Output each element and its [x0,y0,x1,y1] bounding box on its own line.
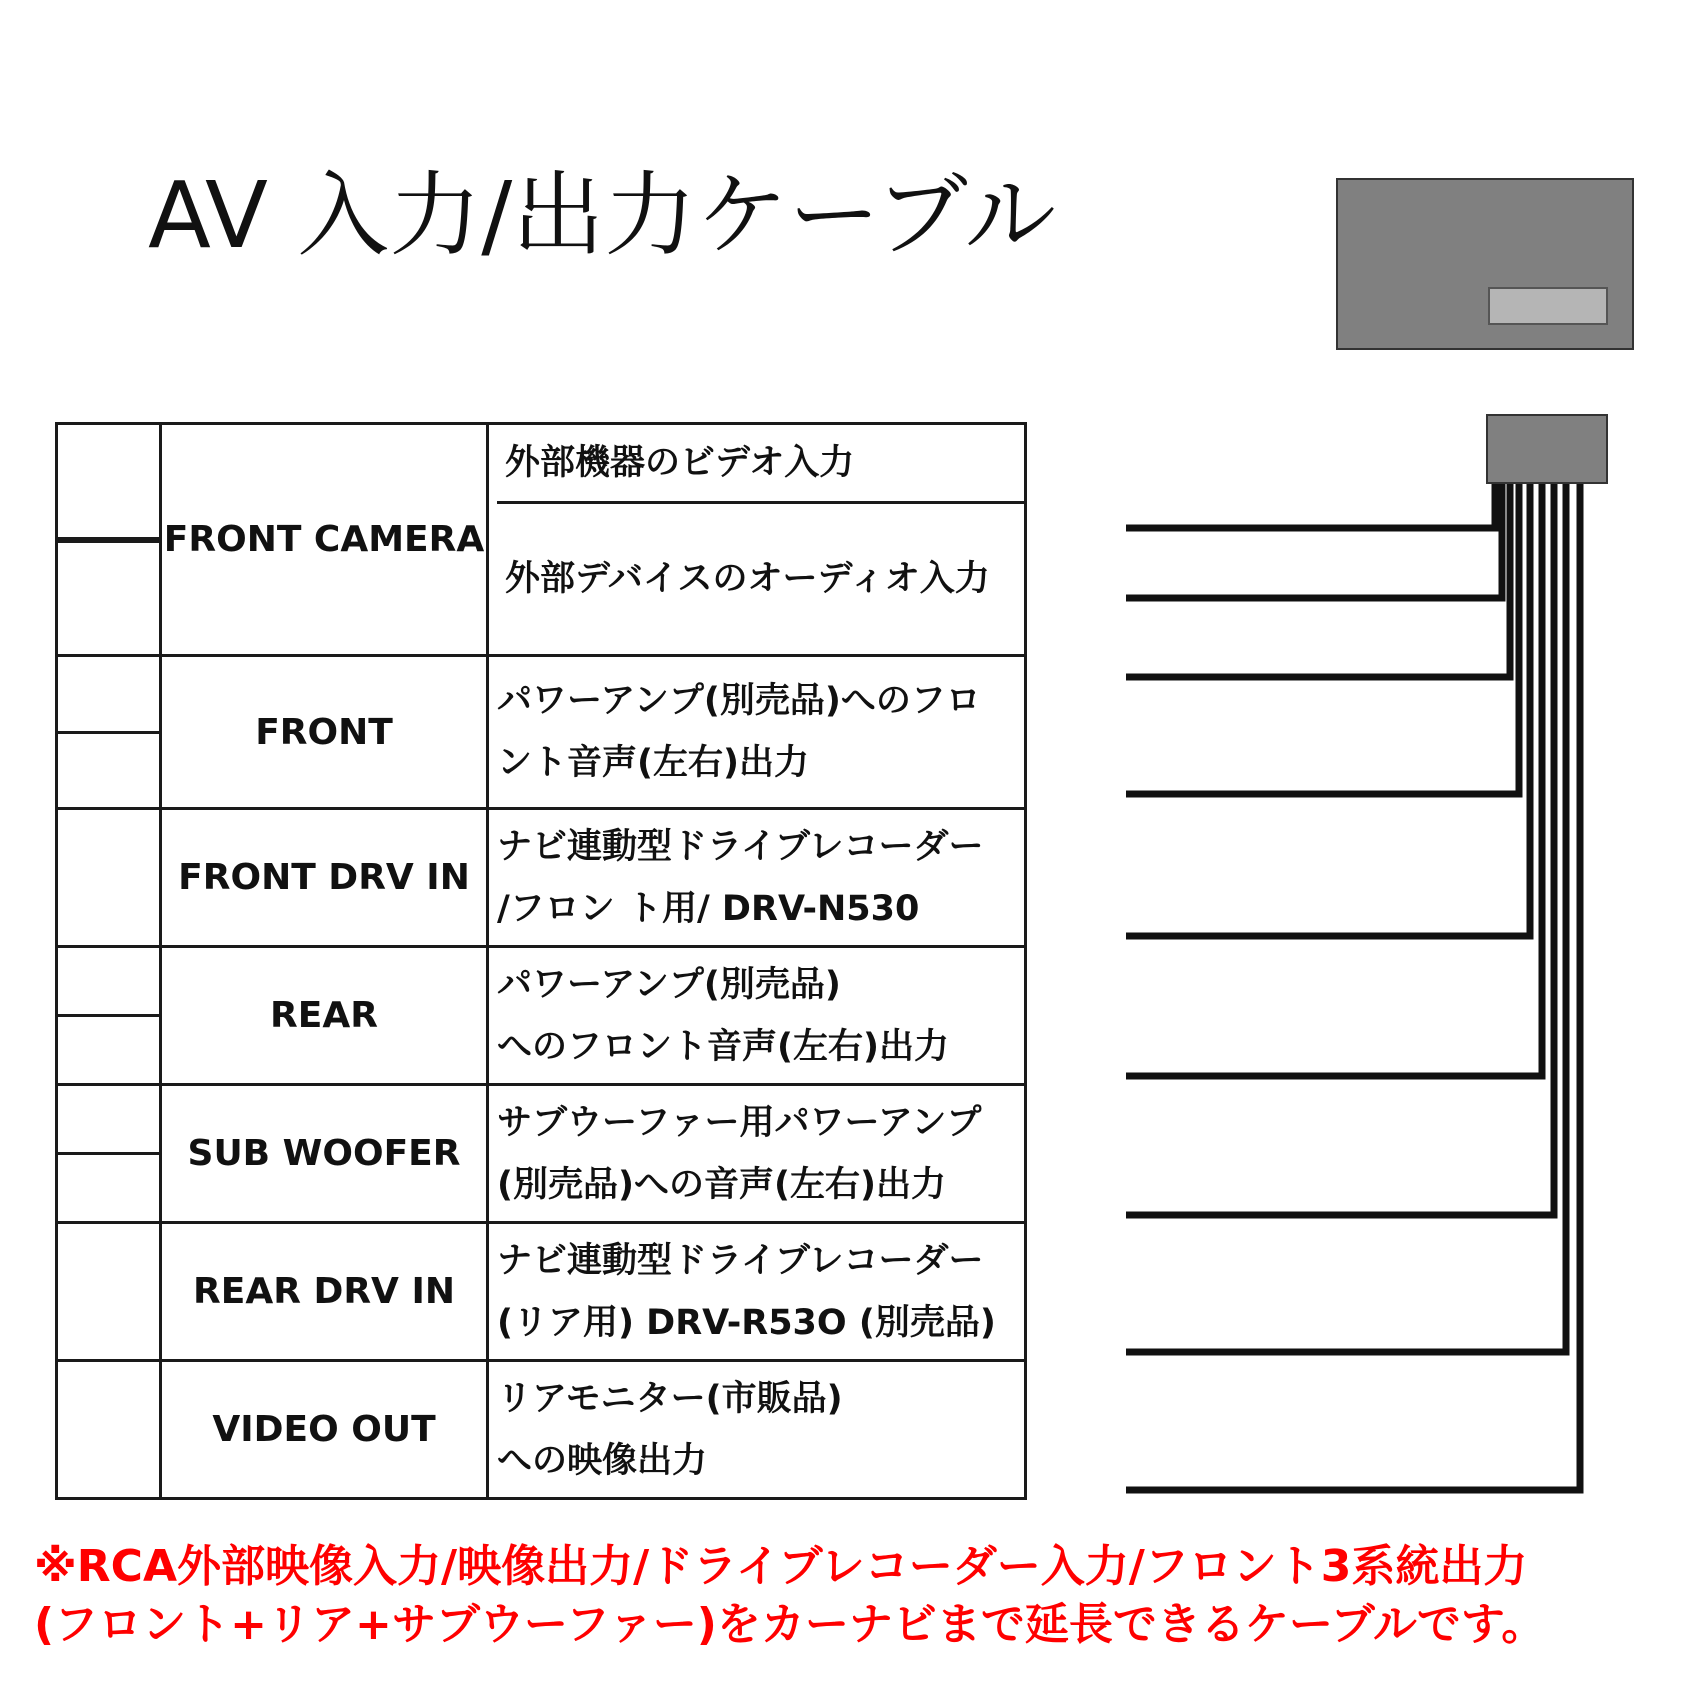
connector-name: FRONT CAMERA [161,424,488,656]
description-line: パワーアンプ(別売品)へのフロ [497,681,981,721]
color-swatch-cell [57,1361,161,1499]
note-line-2: (フロント+リア+サブウーファー)をカーナビまで延長できるケーブルです。 [34,1599,1546,1650]
connector-description [488,947,1026,1085]
description-line: (別売品)への音声(左右)出力 [497,1164,946,1205]
cable-wire [1126,484,1495,528]
cable-connector-plug [1486,414,1608,484]
connector-description [488,656,1026,809]
description-line: リアモニター(市販品) [497,1378,843,1419]
description-line: /フロン ト用/ DRV-N530 [497,888,920,929]
color-swatch-red [58,1152,159,1155]
color-swatch-cell [57,1223,161,1361]
color-swatch-red [58,1014,159,1017]
connector-name: SUB WOOFER [161,1085,488,1223]
cable-notes [34,1538,1684,1654]
connector-description [488,1223,1026,1361]
connector-description [488,809,1026,947]
description-line: ナビ連動型ドライブレコーダー [497,826,984,867]
av-cable-table [55,422,1027,1500]
cable-row [57,809,1026,947]
page-title: AV 入力/出力ケーブル [148,162,1056,269]
cable-row [57,947,1026,1085]
cable-wire [1126,484,1554,1215]
description-line: ナビ連動型ドライブレコーダー [497,1240,984,1281]
connector-name: REAR [161,947,488,1085]
cable-wire [1126,484,1510,677]
note-line-1: ※RCA外部映像入力/映像出力/ドライブレコーダー入力/フロント3系統出力 [34,1541,1528,1592]
description-line: 外部機器のビデオ入力 [505,443,855,483]
color-swatch-cell [57,656,161,809]
color-swatch-red [58,731,159,734]
av-cable-table-body [57,424,1026,1499]
connector-name: FRONT DRV IN [161,809,488,947]
connector-description [488,1361,1026,1499]
cable-wire [1126,484,1502,598]
connector-name: REAR DRV IN [161,1223,488,1361]
description-line: パワーアンプ(別売品) [497,964,841,1005]
cable-wire [1126,484,1542,1076]
connector-name: VIDEO OUT [161,1361,488,1499]
cable-wire [1126,484,1530,936]
description-line: (リア用) DRV-R53O (別売品) [497,1302,996,1343]
cable-row [57,1085,1026,1223]
cable-row [57,424,1026,656]
description-line: 外部デバイスのオーディオ入力 [505,559,990,599]
color-swatch-red [58,540,159,543]
color-swatch-cell [57,809,161,947]
description-line: へのフロント音声(左右)出力 [497,1026,949,1067]
connector-description [488,424,1026,656]
cable-row [57,1223,1026,1361]
color-swatch-cell [57,947,161,1085]
color-swatch-cell [57,424,161,656]
cable-wire [1126,484,1566,1352]
connector-description [488,1085,1026,1223]
connector-name: FRONT [161,656,488,809]
description-line: ント音声(左右)出力 [497,743,809,783]
cable-row [57,1361,1026,1499]
cable-row [57,656,1026,809]
description-line: への映像出力 [497,1440,708,1481]
description-line: サブウーファー用パワーアンプ [497,1102,982,1143]
color-swatch-cell [57,1085,161,1223]
